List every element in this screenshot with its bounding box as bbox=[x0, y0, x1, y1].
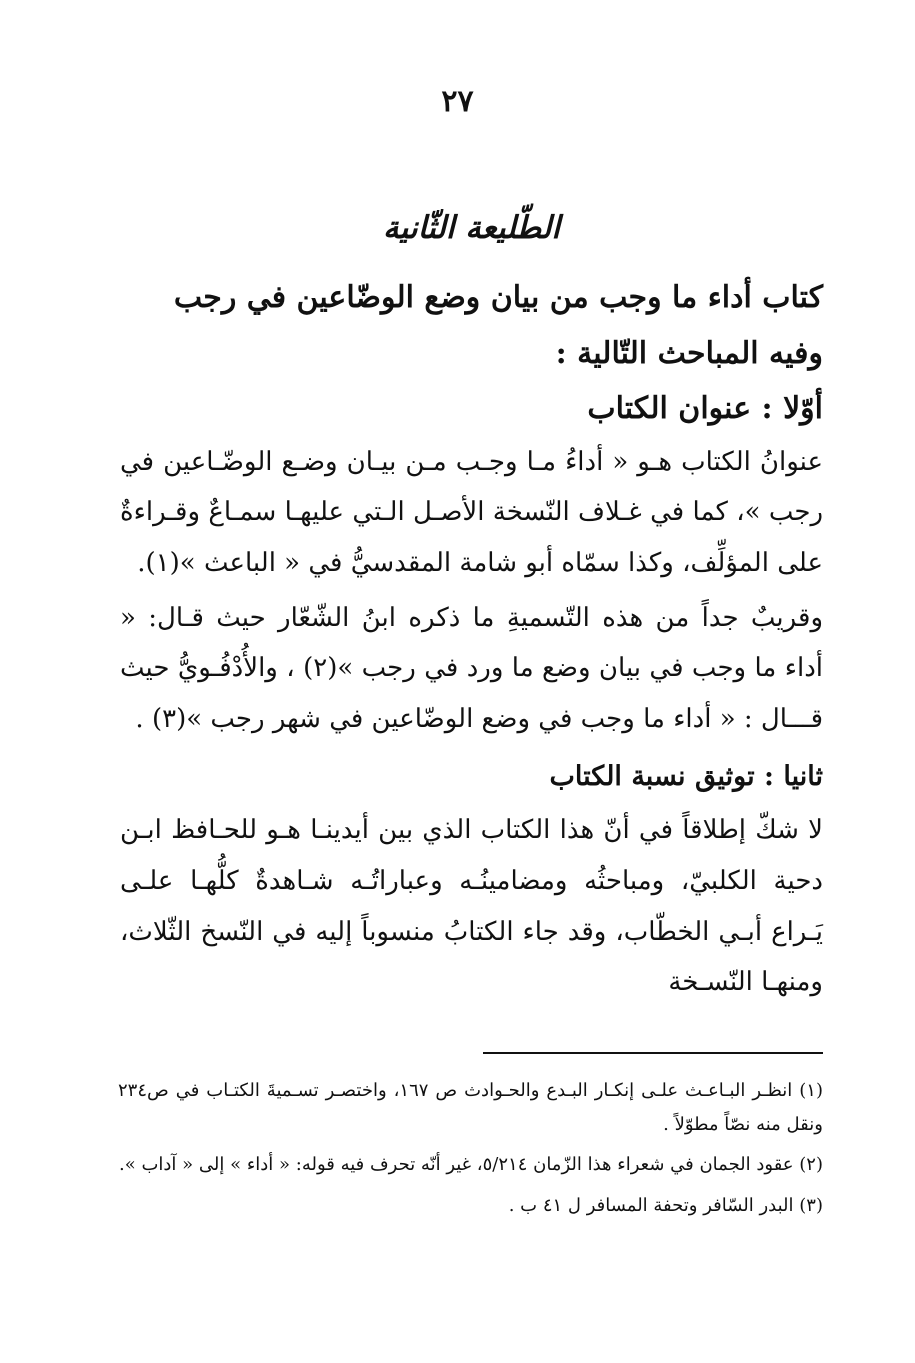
paragraph-similar-names: وقريبٌ جداً من هذه التّسميةِ ما ذكره ابنُ الشّعّار حيث قـال: « أداء ما وجب في بيان وضع ما ورد في رجب »(٢) ، والأُدْفُـويُّ حيث قـــال : « أداء ما وجب في وضع الوضّاعين في شهر رجب »(٣) . bbox=[120, 602, 824, 734]
paragraph-title-of-book: عنوانُ الكتاب هـو « أداءُ مـا وجـب مـن بيـان وضـع الوضّـاعين في رجب »، كما في غـلاف النّسخة الأصـل الـتي عليهـا سمـاعٌ وقـراءةٌ على المؤلِّف، وكذا سمّاه أبو شامة المقدسيُّ في « الباعث »(١). bbox=[120, 446, 823, 578]
book-heading: كتاب أداء ما وجب من بيان وضع الوضّاعين في رجب bbox=[173, 280, 823, 315]
footnote-2: (٢) عقود الجمان في شعراء هذا الزّمان ٥/٢١٤، غير أنّه تحرف فيه قوله: « أداء » إلى « آداب ». bbox=[119, 1154, 823, 1176]
first-heading: أوّلا : عنوان الكتاب bbox=[587, 391, 823, 426]
footnote-divider bbox=[483, 1052, 823, 1054]
intro-heading: وفيه المباحث التّالية : bbox=[555, 335, 823, 371]
page-number: ٢٧ bbox=[441, 84, 474, 119]
paragraph-attribution: لا شكّ إطلاقاً في أنّ هذا الكتاب الذي بين أيدينـا هـو للحـافظ ابـن دحية الكلبيّ، ومباحثُه ومضامينُـه وعباراتُـه شـاهدةٌ كلُّهـا علـى يَـراع أبـي الخطّاب، وقد جاء الكتابُ منسوباً إليه في النّسخ الثّلاث، ومنهـا النّسـخة bbox=[120, 815, 823, 998]
main-content bbox=[120, 210, 823, 1012]
footnotes bbox=[118, 1074, 823, 1229]
second-heading: ثانيا : توثيق نسبة الكتاب bbox=[549, 760, 823, 792]
footnote-3: (٣) البدر السّافر وتحفة المسافر ل ٤١ ب . bbox=[508, 1194, 823, 1216]
footnote-1: (١) انظـر البـاعـث علـى إنكـار البـدع والحـوادث ص ١٦٧، واختصـر تسـميةَ الكتـاب في ص٢٣٤ ونقل منه نصّاً مطوّلاً . bbox=[118, 1080, 823, 1136]
section-title: الطّليعة الثّانية bbox=[383, 210, 560, 246]
